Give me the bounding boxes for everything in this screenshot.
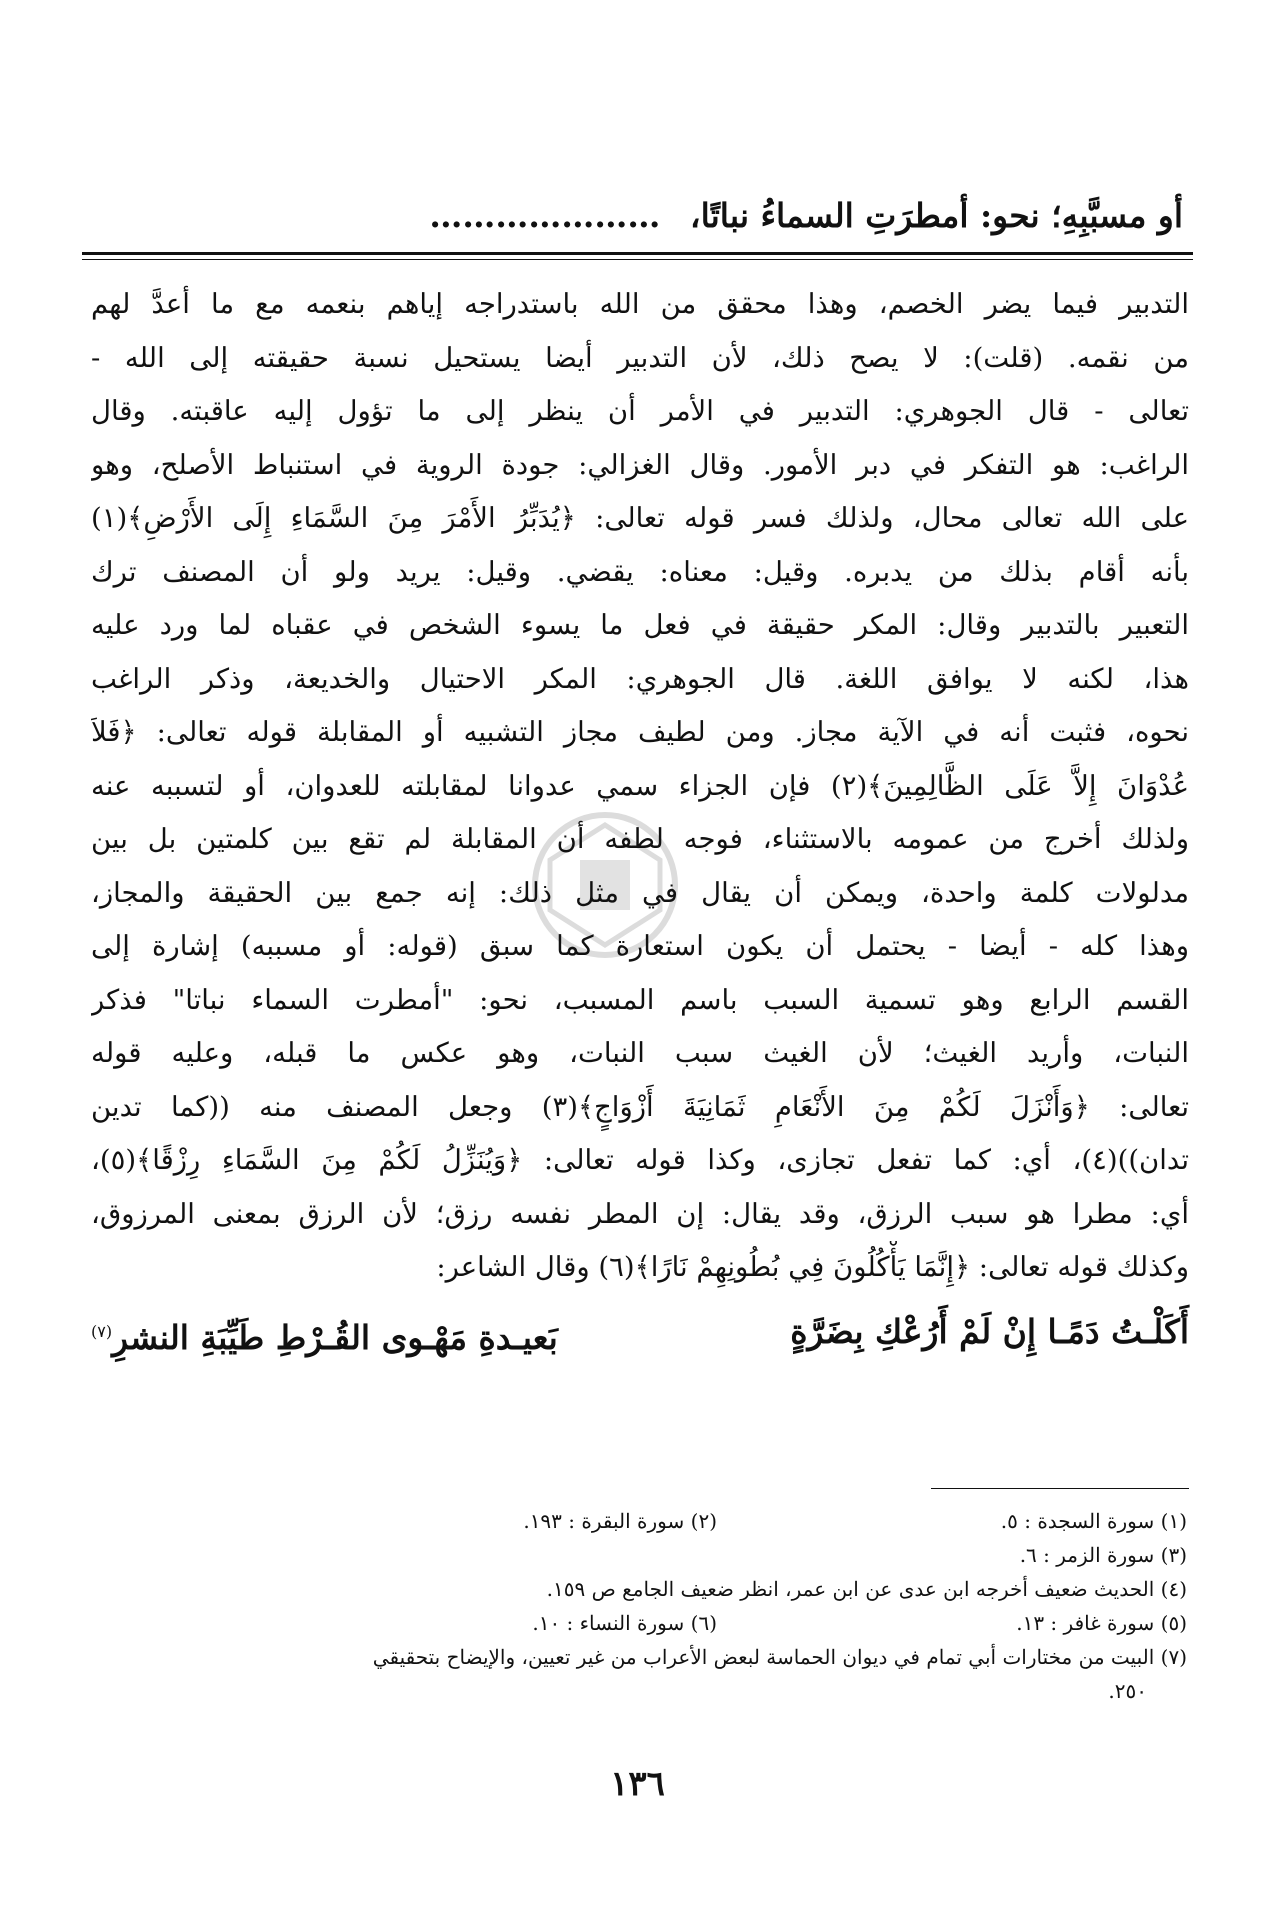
- text-line: من نقمه. (قلت): لا يصح ذلك، لأن التدبير أيضا يستحيل نسبة حقيقته إلى الله -: [91, 341, 1189, 374]
- header-rule-thin: [82, 259, 1193, 260]
- footnote-rule: [931, 1488, 1189, 1489]
- header-title: أو مسبَّبِهِ؛ نحو: أمطرَتِ السماءُ نباتًا،: [689, 196, 1183, 235]
- footnote-5: (٥) سورة غافر : ١٣.: [1016, 1611, 1187, 1635]
- footnote-7-continued: ٢٥٠.: [1108, 1679, 1147, 1703]
- text-line: الراغب: هو التفكر في دبر الأمور. وقال الغزالي: جودة الروية في استنباط الأصلح، وهو: [91, 448, 1189, 481]
- footnote-6: (٦) سورة النساء : ١٠.: [532, 1611, 717, 1635]
- footnote-row: [89, 1504, 1187, 1538]
- footnote-row: [89, 1606, 1187, 1640]
- text-line: تعالى - قال الجوهري: التدبير في الأمر أن ينظر إلى ما تؤول إليه عاقبته. وقال: [91, 395, 1189, 427]
- header-dots: …………………: [429, 196, 661, 235]
- verse-footnote-marker: (٧): [91, 1321, 113, 1341]
- text-line: وكذلك قوله تعالى: ﴿إِنَّمَا يَأْكُلُونَ فِي بُطُونِهِمْ نَارًا﴾(٦) وقال الشاعر:: [436, 1251, 1189, 1283]
- text-line: التدبير فيما يضر الخصم، وهذا محقق من الله باستدراجه إياهم بنعمه مع ما أعدَّ لهم: [91, 288, 1189, 320]
- text-line: نحوه، فثبت أنه في الآية مجاز. ومن لطيف مجاز التشبيه أو المقابلة قوله تعالى: ﴿فَلاَ: [91, 716, 1189, 748]
- text-line: ولذلك أخرج من عمومه بالاستثناء، فوجه لطفه أن المقابلة لم تقع بين كلمتين بل بين: [91, 823, 1189, 855]
- header-rule-thick: [82, 252, 1193, 255]
- page-header: [170, 196, 1183, 235]
- text-line: عُدْوَانَ إِلاَّ عَلَى الظَّالِمِينَ﴾(٢) فإن الجزاء سمي عدوانا لمقابلته للعدوان، أو لتسببه عنه: [91, 769, 1189, 802]
- verse-second-hemistich: بَعيـدةِ مَهْـوى القُـرْطِ طَيِّبَةِ النشرِ: [112, 1317, 558, 1357]
- footnote-4: (٤) الحديث ضعيف أخرجه ابن عدى عن ابن عمر، انظر ضعيف الجامع ص ١٥٩.: [546, 1577, 1187, 1601]
- text-line: وهذا كله - أيضا - يحتمل أن يكون استعارة كما سبق (قوله: أو مسببه) إشارة إلى: [91, 930, 1189, 962]
- main-text: [91, 278, 1189, 1365]
- text-line: على الله تعالى محال، ولذلك فسر قوله تعالى: ﴿يُدَبِّرُ الأَمْرَ مِنَ السَّمَاءِ إِلَى الأَرْضِ﴾(١): [91, 502, 1189, 534]
- poetry-verse: [91, 1299, 1189, 1365]
- page-number: ١٣٦: [610, 1764, 665, 1804]
- footnote-7: (٧) البيت من مختارات أبي تمام في ديوان الحماسة لبعض الأعراب من غير تعيين، والإيضاح بتحقيقي: [372, 1645, 1187, 1669]
- footnote-3: (٣) سورة الزمر : ٦.: [1019, 1543, 1187, 1567]
- text-line: تدان))(٤)، أي: كما تفعل تجازى، وكذا قوله تعالى: ﴿وَيُنَزِّلُ لَكُمْ مِنَ السَّمَاءِ رِزْقًا﴾(٥)،: [91, 1144, 1189, 1176]
- text-line: أي: مطرا هو سبب الرزق، وقد يقال: إن المطر نفسه رزق؛ لأن الرزق بمعنى المرزوق،: [91, 1197, 1189, 1230]
- footnote-2: (٢) سورة البقرة : ١٩٣.: [523, 1509, 717, 1533]
- text-line: تعالى: ﴿وَأَنْزَلَ لَكُمْ مِنَ الأَنْعَامِ ثَمَانِيَةَ أَزْوَاجٍ﴾(٣) وجعل المصنف منه ((كما تدين: [91, 1090, 1189, 1123]
- footnotes: [89, 1504, 1187, 1708]
- text-line: القسم الرابع وهو تسمية السبب باسم المسبب، نحو: "أمطرت السماء نباتا" فذكر: [91, 983, 1189, 1016]
- text-line: بأنه أقام بذلك من يدبره. وقيل: معناه: يقضي. وقيل: يريد ولو أن المصنف ترك: [91, 555, 1189, 588]
- text-line: النبات، وأريد الغيث؛ لأن الغيث سبب النبات، وهو عكس ما قبله، وعليه قوله: [91, 1037, 1189, 1069]
- text-line: التعبير بالتدبير وقال: المكر حقيقة في فعل ما يسوء الشخص في عقباه لما ورد عليه: [91, 609, 1189, 641]
- text-line: مدلولات كلمة واحدة، ويمكن أن يقال في مثل ذلك: إنه جمع بين الحقيقة والمجاز،: [91, 876, 1189, 909]
- verse-second-hemistich-wrap: [91, 1299, 558, 1365]
- text-line: هذا، لكنه لا يوافق اللغة. قال الجوهري: المكر الاحتيال والخديعة، وذكر الراغب: [91, 662, 1189, 695]
- footnote-1: (١) سورة السجدة : ٥.: [1000, 1509, 1187, 1533]
- verse-first-hemistich: أَكَلْـتُ دَمًـا إِنْ لَمْ أَرُعْكِ بِضَرَّةٍ: [790, 1311, 1189, 1351]
